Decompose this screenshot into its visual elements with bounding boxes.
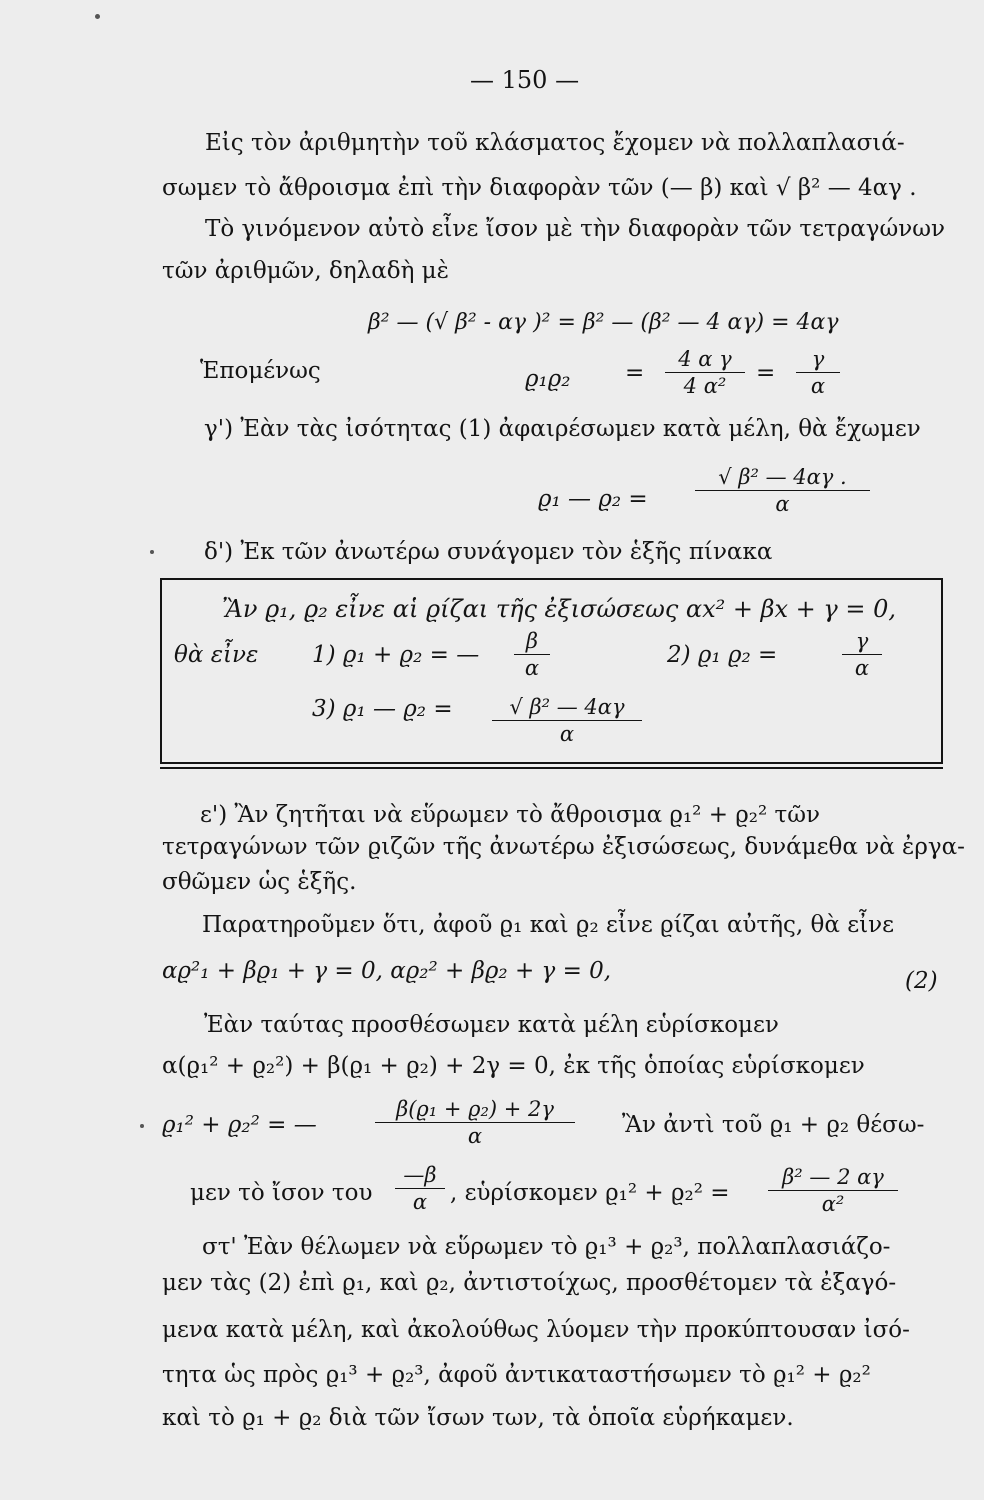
page-number: — 150 — bbox=[470, 66, 580, 94]
substitute-denominator: α bbox=[412, 1190, 428, 1214]
substitute-numerator: —β bbox=[395, 1162, 445, 1189]
paragraph-2-line-1: Τὸ γινόμενον αὐτὸ εἶνε ἴσον μὲ τὴν διαφορὰν τῶν τετραγώνων bbox=[205, 216, 945, 242]
paragraph-1-line-1: Εἰς τὸν ἀριθμητὴν τοῦ κλάσματος ἔχομεν νὰ πολλαπλασιά- bbox=[205, 130, 905, 156]
product-fraction-1-denominator: 4 α² bbox=[683, 374, 727, 398]
product-equals: = bbox=[625, 360, 645, 386]
section-epsilon-line-3: σθῶμεν ὡς ἑξῆς. bbox=[162, 869, 357, 895]
difference-fraction-numerator: √ β² — 4αγ . bbox=[695, 464, 870, 491]
section-st-line-3: μενα κατὰ μέλη, καὶ ἀκολούθως λύομεν τὴν προκύπτουσαν ἰσό- bbox=[162, 1317, 910, 1343]
equation-number-2: (2) bbox=[905, 968, 938, 994]
box-formula-3-denominator: α bbox=[559, 722, 575, 746]
section-st-line-5: καὶ τὸ ϱ₁ + ϱ₂ διὰ τῶν ἴσων των, τὰ ὁποῖα εὑρήκαμεν. bbox=[162, 1405, 794, 1431]
difference-fraction-denominator: α bbox=[775, 492, 790, 516]
paragraph-2-line-2: τῶν ἀριθμῶν, δηλαδὴ μὲ bbox=[162, 258, 449, 284]
sum-of-squares-numerator: β(ϱ₁ + ϱ₂) + 2γ bbox=[375, 1096, 575, 1123]
product-fraction-1-numerator: 4 α γ bbox=[665, 346, 745, 373]
product-lhs: ϱ₁ϱ₂ bbox=[525, 366, 571, 392]
box-formula-1-numerator: β bbox=[514, 628, 550, 655]
equation-difference-of-squares: β² — (√ β² - αγ )² = β² — (β² — 4 αγ) = 4αγ bbox=[368, 310, 839, 335]
section-delta: δ') Ἐκ τῶν ἀνωτέρω συνάγομεν τὸν ἑξῆς πίνακα bbox=[204, 539, 773, 565]
section-epsilon-line-2: τετραγώνων τῶν ϱιζῶν τῆς ἀνωτέρω ἐξισώσεως, δυνάμεθα νὰ ἐργα- bbox=[162, 834, 965, 860]
sum-of-squares-denominator: α bbox=[467, 1124, 483, 1148]
add-line-1: Ἐὰν ταύτας προσθέσωμεν κατὰ μέλη εὑρίσκομεν bbox=[204, 1012, 779, 1038]
box-bottom-double-rule bbox=[160, 767, 943, 769]
box-formula-2-denominator: α bbox=[854, 656, 870, 680]
add-line-2: α(ϱ₁² + ϱ₂²) + β(ϱ₁ + ϱ₂) + 2γ = 0, ἐκ τῆς ὁποίας εὑρίσκομεν bbox=[162, 1053, 865, 1079]
product-fraction-2-numerator: γ bbox=[796, 346, 840, 373]
scan-speck bbox=[150, 550, 154, 554]
box-formula-3-numerator: √ β² — 4αγ bbox=[492, 694, 642, 721]
box-line-1: Ἂν ϱ₁, ϱ₂ εἶνε αἱ ϱίζαι τῆς ἐξισώσεως αx² + βx + γ = 0, bbox=[222, 595, 897, 623]
section-st-line-1: στ' Ἐὰν θέλωμεν νὰ εὕρωμεν τὸ ϱ₁³ + ϱ₂³, πολλαπλασιάζο- bbox=[202, 1234, 891, 1260]
difference-lhs: ϱ₁ — ϱ₂ = bbox=[538, 486, 648, 512]
section-st-line-4: τητα ὡς πρὸς ϱ₁³ + ϱ₂³, ἀφοῦ ἀντικαταστήσωμεν τὸ ϱ₁² + ϱ₂² bbox=[162, 1362, 871, 1388]
box-formula-2-numerator: γ bbox=[842, 628, 882, 655]
box-formula-2: 2) ϱ₁ ϱ₂ = bbox=[667, 642, 778, 668]
box-formula-1: 1) ϱ₁ + ϱ₂ = — bbox=[312, 642, 480, 668]
scan-speck bbox=[140, 1124, 144, 1128]
add-line-4b: , εὑρίσκομεν ϱ₁² + ϱ₂² = bbox=[450, 1180, 730, 1206]
result-numerator: β² — 2 αγ bbox=[768, 1164, 898, 1191]
paragraph-1-line-2: σωμεν τὸ ἄθροισμα ἐπὶ τὴν διαφορὰν τῶν (— β) καὶ √ β² — 4αγ . bbox=[162, 175, 917, 201]
section-st-line-2: μεν τὰς (2) ἐπὶ ϱ₁, καὶ ϱ₂, ἀντιστοίχως, προσθέτομεν τὰ ἐξαγό- bbox=[162, 1270, 897, 1296]
observe-equations: αϱ²₁ + βϱ₁ + γ = 0, αϱ₂² + βϱ₂ + γ = 0, bbox=[162, 958, 612, 984]
summary-table-box bbox=[160, 578, 943, 764]
section-epsilon-line-1: ε') Ἂν ζητῆται νὰ εὕρωμεν τὸ ἄθροισμα ϱ₁² + ϱ₂² τῶν bbox=[200, 802, 821, 828]
box-formula-3: 3) ϱ₁ — ϱ₂ = bbox=[312, 696, 453, 722]
sum-of-squares-lhs: ϱ₁² + ϱ₂² = — bbox=[162, 1112, 317, 1138]
difference-fraction bbox=[695, 464, 870, 517]
result-denominator: α² bbox=[821, 1192, 845, 1216]
scan-speck bbox=[95, 14, 100, 19]
box-then: θὰ εἶνε bbox=[174, 642, 259, 668]
box-formula-2-fraction bbox=[842, 628, 882, 681]
box-formula-3-fraction bbox=[492, 694, 642, 747]
box-formula-1-fraction bbox=[514, 628, 550, 681]
box-formula-1-denominator: α bbox=[524, 656, 540, 680]
add-line-4a: μεν τὸ ἴσον του bbox=[190, 1180, 373, 1206]
section-gamma: γ') Ἐὰν τὰς ἰσότητας (1) ἀφαιρέσωμεν κατὰ μέλη, θὰ ἔχωμεν bbox=[204, 416, 921, 442]
add-tail: Ἂν ἀντὶ τοῦ ϱ₁ + ϱ₂ θέσω- bbox=[622, 1112, 925, 1138]
result-fraction bbox=[768, 1164, 898, 1217]
product-fraction-1 bbox=[665, 346, 745, 399]
product-equals-2: = bbox=[756, 360, 776, 386]
substitute-fraction bbox=[395, 1162, 445, 1215]
product-fraction-2-denominator: α bbox=[810, 374, 826, 398]
product-fraction-2 bbox=[796, 346, 840, 399]
product-label: Ἑπομένως bbox=[200, 358, 321, 384]
observe-line-1: Παρατηροῦμεν ὅτι, ἀφοῦ ϱ₁ καὶ ϱ₂ εἶνε ϱίζαι αὐτῆς, θὰ εἶνε bbox=[202, 912, 895, 938]
sum-of-squares-fraction bbox=[375, 1096, 575, 1149]
